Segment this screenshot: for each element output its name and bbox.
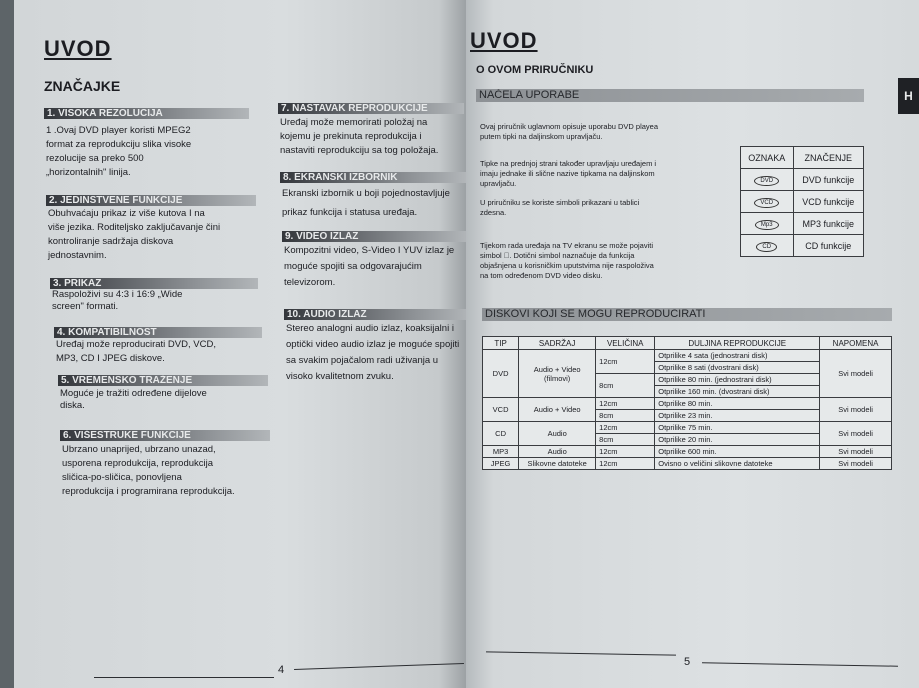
section-body: Ubrzano unaprijed, ubrzano unazad, usporena reprodukcija, reprodukcija sličica-po-sličica, ponovljena reprodukcija i programirana reprodukcija. (62, 444, 235, 497)
language-tab: H (898, 78, 919, 114)
legend-meaning: DVD funkcije (793, 169, 863, 191)
column-header: DULJINA REPRODUKCIJE (655, 337, 820, 350)
footer-rule (486, 651, 676, 655)
column-header: TIP (483, 337, 519, 350)
cell-duration: Otprilike 23 min. (655, 410, 820, 422)
cell-type: DVD (483, 350, 519, 398)
cell-duration: Otprilike 75 min. (655, 422, 820, 434)
cell-size: 8cm (596, 410, 655, 422)
section-heading: 7. NASTAVAK REPRODUKCIJE (278, 103, 464, 114)
cell-duration: Otprilike 20 min. (655, 434, 820, 446)
cell-size: 12cm (596, 422, 655, 434)
dvd-logo-icon: DVD (754, 176, 779, 186)
cell-note: Svi modeli (820, 398, 892, 422)
legend-header: ZNAČENJE (793, 147, 863, 169)
cell-note: Svi modeli (820, 446, 892, 458)
features-subtitle: ZNAČAJKE (44, 78, 121, 94)
column-header: SADRŽAJ (519, 337, 596, 350)
cell-content: Audio (519, 446, 596, 458)
section-body: Raspoloživi su 4:3 i 16:9 „Wide screen" formati. (52, 289, 183, 312)
legend-header: OZNAKA (741, 147, 794, 169)
cell-duration: Otprilike 80 min. (655, 398, 820, 410)
playable-discs-table (482, 336, 892, 470)
footer-rule (94, 677, 274, 678)
section-heading: 8. EKRANSKI IZBORNIK (280, 172, 466, 183)
section-body: Moguće je tražiti određene dijelove diska. (60, 388, 207, 411)
cell-note: Svi modeli (820, 458, 892, 470)
cell-type: CD (483, 422, 519, 446)
paragraph: Tipke na prednjoj strani također upravljaju uređajem i imaju jednake ili slične nazive tipkama na daljinskom upravljaču. (480, 159, 657, 188)
cell-note: Svi modeli (820, 422, 892, 446)
section-body: Obuhvaćaju prikaz iz više kutova I na više jezika. Roditeljsko zaključavanje čini kontroliranje sadržaja diskova jednostavnim. (48, 208, 221, 261)
section-heading: 9. VIDEO IZLAZ (282, 231, 466, 242)
cell-size: 12cm (596, 398, 655, 410)
cell-size: 8cm (596, 434, 655, 446)
section-heading: 10. AUDIO IZLAZ (284, 309, 466, 320)
cell-content: Audio + Video (filmovi) (519, 350, 596, 398)
page-title: UVOD (470, 28, 538, 53)
legend-meaning: CD funkcije (793, 235, 863, 257)
left-page (14, 0, 466, 688)
cell-content: Slikovne datoteke (519, 458, 596, 470)
footer-rule (702, 662, 898, 666)
cell-size: 8cm (596, 374, 655, 398)
cell-duration: Ovisno o veličini slikovne datoteke (655, 458, 820, 470)
vcd-logo-icon: VCD (754, 198, 779, 208)
symbols-table (740, 146, 864, 257)
paragraph: U priručniku se koriste simboli prikazani u tablici zdesna. (480, 198, 640, 217)
discs-heading: DISKOVI KOJI SE MOGU REPRODUCIRATI (482, 308, 892, 321)
section-body: 1 .Ovaj DVD player koristi MPEG2 format za reprodukciju slika visoke rezolucije sa preko 500 „horizontalnih" linija. (46, 125, 192, 178)
cd-logo-icon: CD (756, 242, 777, 252)
column-header: VELIČINA (596, 337, 655, 350)
legend-meaning: MP3 funkcije (793, 213, 863, 235)
section-heading: 4. KOMPATIBILNOST (54, 327, 262, 338)
manual-subtitle: O OVOM PRIRUČNIKU (476, 64, 594, 76)
section-heading: 5. VREMENSKO TRAŽENJE (58, 375, 268, 386)
paragraph: Tijekom rada uređaja na TV ekranu se može pojaviti simbol ⃠. Dotični simbol naznačuje da funkcija objašnjena u korisničkim uputstvima nije raspoloživa na tom određenom DVD video disku. (480, 241, 654, 280)
section-body: Uređaj može memorirati položaj na kojemu je prekinuta reprodukcija i nastaviti reprodukciju sa tog položaja. (280, 117, 439, 156)
cell-type: JPEG (483, 458, 519, 470)
paragraph: Ovaj priručnik uglavnom opisuje uporabu DVD playea putem tipki na daljinskom upravljaču. (480, 122, 659, 141)
cell-size: 12cm (596, 458, 655, 470)
section-body: Stereo analogni audio izlaz, koaksijalni i optički video audio izlaz je moguće spojiti sa svakim pojačalom radi uživanja u visoko kvalitetnom zvuku. (286, 323, 460, 382)
cell-content: Audio + Video (519, 398, 596, 422)
section-heading: 2. JEDINSTVENE FUNKCIJE (46, 195, 256, 206)
cell-content: Audio (519, 422, 596, 446)
cell-type: VCD (483, 398, 519, 422)
page-number: 4 (278, 664, 285, 676)
footer-rule (294, 663, 464, 670)
cell-duration: Otprilike 4 sata (jednostrani disk) (655, 350, 820, 362)
cell-duration: Otprilike 160 min. (dvostrani disk) (655, 386, 820, 398)
section-body: Uređaj može reproducirati DVD, VCD, MP3, CD I JPEG diskove. (56, 339, 216, 364)
page-title: UVOD (44, 36, 112, 61)
section-body: Kompozitni video, S-Video I YUV izlaz je moguće spojiti sa odgovarajućim televizorom. (284, 245, 455, 288)
mp3-logo-icon: Mp3 (755, 220, 779, 230)
right-page (466, 0, 919, 688)
section-heading: 1. VISOKA REZOLUCIJA (44, 108, 249, 119)
cell-duration: Otprilike 8 sati (dvostrani disk) (655, 362, 820, 374)
legend-meaning: VCD funkcije (793, 191, 863, 213)
section-body: Ekranski izbornik u boji pojednostavljuje prikaz funkcija i statusa uređaja. (282, 188, 450, 218)
page-number: 5 (684, 656, 691, 668)
cell-type: MP3 (483, 446, 519, 458)
cell-duration: Otprilike 80 min. (jednostrani disk) (655, 374, 820, 386)
section-heading: 3. PRIKAZ (50, 278, 258, 289)
cell-size: 12cm (596, 446, 655, 458)
section-heading: 6. VIŠESTRUKE FUNKCIJE (60, 430, 270, 441)
cell-note: Svi modeli (820, 350, 892, 398)
cell-duration: Otprilike 600 min. (655, 446, 820, 458)
cell-size: 12cm (596, 350, 655, 374)
principles-heading: NAČELA UPORABE (476, 89, 864, 102)
column-header: NAPOMENA (820, 337, 892, 350)
